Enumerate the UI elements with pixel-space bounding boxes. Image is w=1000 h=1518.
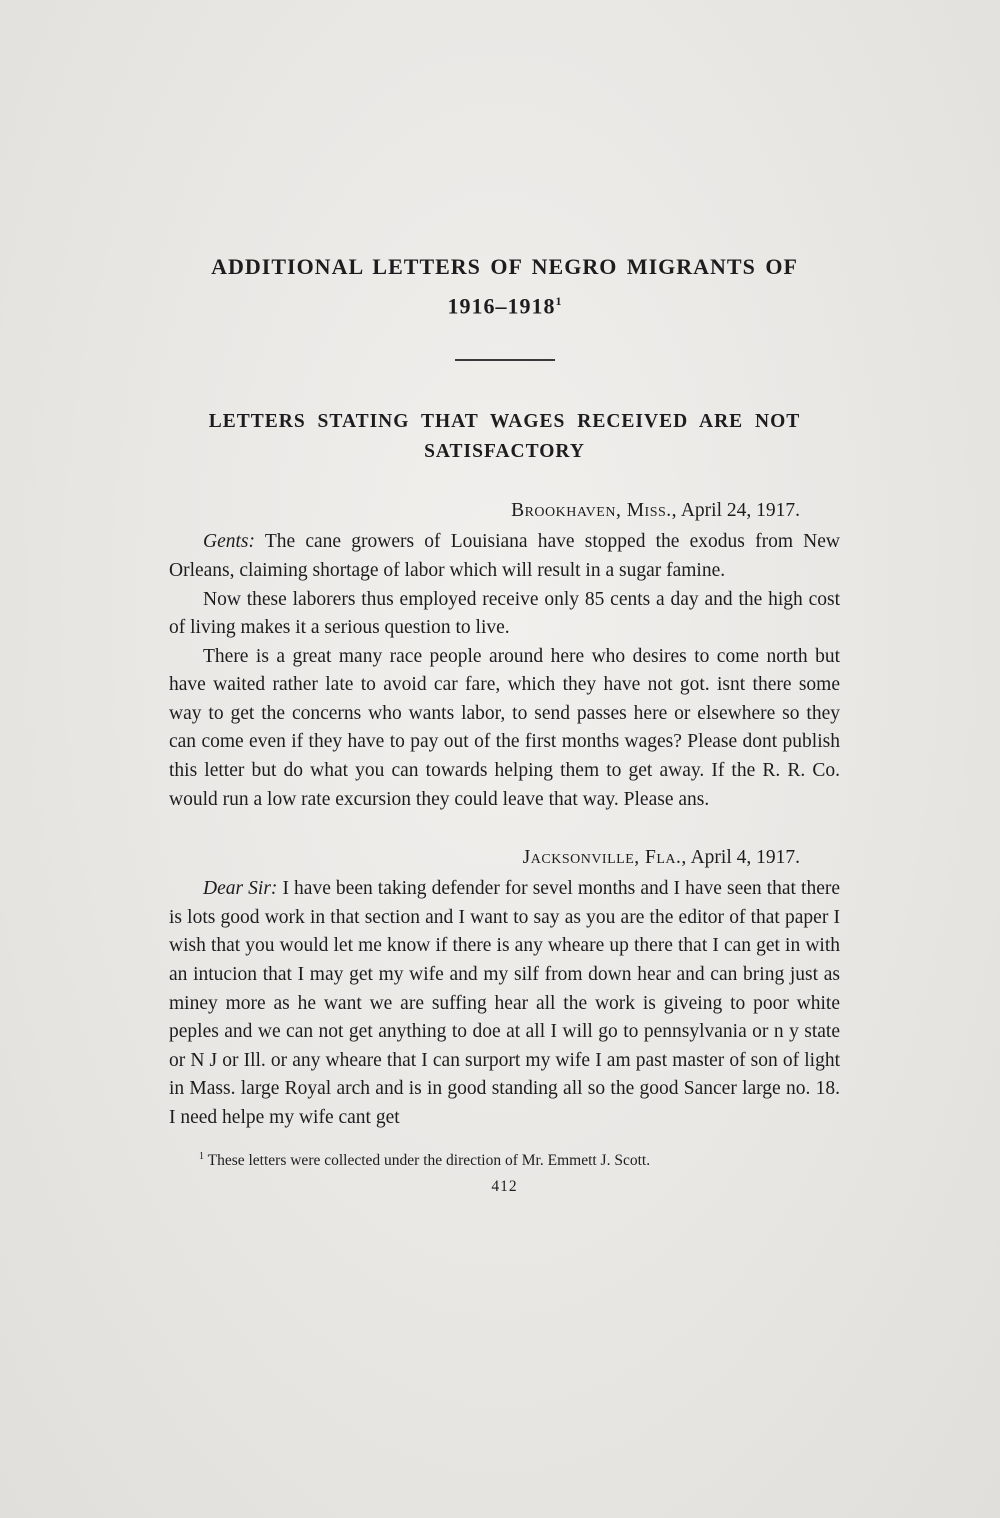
page-number: 412 xyxy=(491,1177,518,1195)
footnote-marker: 1 xyxy=(199,1150,204,1162)
letter-paragraph-text: The cane growers of Louisiana have stopped the exodus from New Orleans, claiming shortage of labor which will result in a sugar famine. xyxy=(169,531,840,581)
letter-jacksonville xyxy=(169,847,840,1132)
text-block xyxy=(169,250,840,1196)
page-title-line1: ADDITIONAL LETTERS OF NEGRO MIGRANTS OF xyxy=(211,254,798,279)
dateline-place: Brookhaven, Miss., xyxy=(511,500,678,522)
letter-paragraph: There is a great many race people around here who desires to come north but have waited rather late to avoid car fare, which they have not got. isnt there some way to get the concerns who wants labor, to send passes here or elsewhere so they can come even if they have to pay out of the first months wages? Please dont publish this letter but do what you can towards helping them to get away. If the R. R. Co. would run a low rate excursion they could leave that way. Please ans. xyxy=(169,645,840,810)
letter-paragraph-text: I have been taking defender for sevel months and I have seen that there is lots good work in that section and I want to say as you are the editor of that paper I wish that you would let me know if there is any wheare up there that I can get in with an intucion that I may get my wife and my silf from down hear and can bring just as miney more as he want we are suffing hear all the work is giveing to poor white peples and we can not get anything to doe at all I will go to pennsylvania or n y state or N J or Ill. or any wheare that I can surport my wife I am past master of son of light in Mass. large Royal arch and is in good standing all so the good Sancer large no. 18. I need helpe my wife cant get xyxy=(169,878,841,1129)
letter-paragraph: Now these laborers thus employed receive only 85 cents a day and the high cost of living makes it a serious question to live. xyxy=(169,588,840,639)
page-title-line2: 1916–1918 xyxy=(447,293,556,319)
section-heading-line1: LETTERS STATING THAT WAGES RECEIVED ARE NOT xyxy=(208,411,801,433)
letter-salutation: Gents: xyxy=(203,531,255,553)
letter-brookhaven xyxy=(169,500,840,814)
letter-dateline xyxy=(169,500,800,522)
title-footnote-marker: 1 xyxy=(555,294,562,308)
letter-dateline xyxy=(169,847,800,869)
letter-paragraph xyxy=(169,528,840,585)
section-heading xyxy=(169,407,840,467)
dateline-place: Jacksonville, Fla., xyxy=(522,847,687,869)
dateline-date: April 24, 1917. xyxy=(680,500,800,522)
dateline-date: April 4, 1917. xyxy=(690,847,800,869)
footnote-text: These letters were collected under the direction of Mr. Emmett J. Scott. xyxy=(207,1151,651,1169)
page-title xyxy=(169,250,840,323)
footnote xyxy=(169,1147,840,1171)
title-divider xyxy=(455,359,555,361)
section-heading-line2: SATISFACTORY xyxy=(424,441,585,463)
letter-salutation: Dear Sir: xyxy=(203,878,278,900)
letter-paragraph xyxy=(169,875,840,1132)
